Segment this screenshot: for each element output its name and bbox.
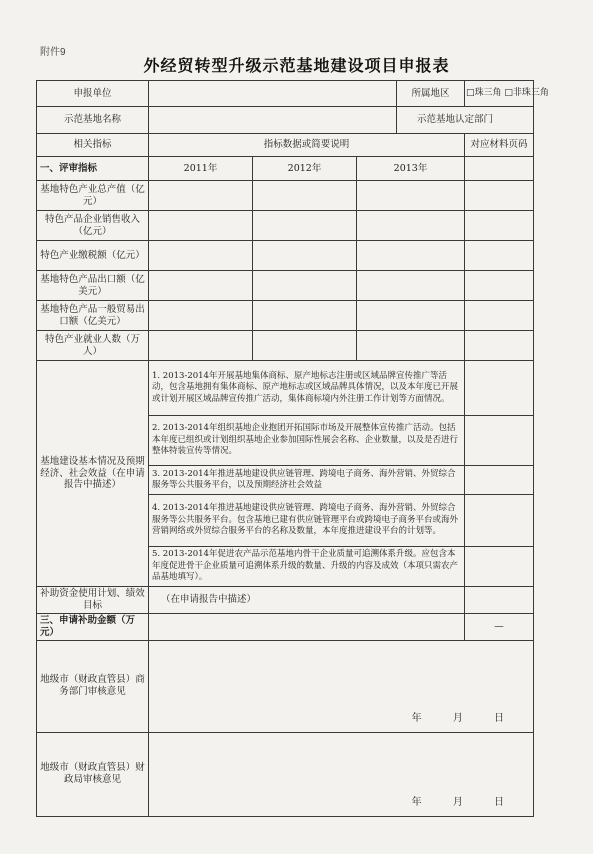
finance-opinion-label: 地级市（财政直管县）财政局审核意见 (37, 732, 149, 816)
application-form-table (36, 80, 549, 817)
row-metric (37, 211, 534, 241)
metric-2013-cell[interactable] (357, 271, 465, 301)
pages-cell[interactable] (465, 416, 534, 466)
pages-cell[interactable] (465, 361, 534, 416)
date-year: 年 (411, 713, 423, 725)
data-desc-label: 指标数据或简要说明 (149, 134, 465, 157)
year-2012: 2012年 (253, 157, 357, 181)
row-base-name (37, 107, 534, 134)
pages-cell[interactable] (465, 587, 534, 614)
metric-label: 基地特色产品出口额（亿美元） (37, 271, 149, 301)
pages-cell[interactable] (465, 301, 534, 331)
pages-cell[interactable] (465, 271, 534, 301)
metric-2011-cell[interactable] (149, 331, 253, 361)
dash-cell: — (465, 614, 534, 641)
metric-2012-cell[interactable] (253, 241, 357, 271)
metric-2012-cell[interactable] (253, 211, 357, 241)
date-day: 日 (494, 713, 506, 725)
metric-2011-cell[interactable] (149, 301, 253, 331)
annex-number: 附件9 (40, 47, 66, 58)
metric-2012-cell[interactable] (253, 301, 357, 331)
applicant-field[interactable] (149, 81, 397, 107)
date-year: 年 (411, 797, 423, 809)
amount-field[interactable] (149, 614, 465, 641)
row-section3 (37, 614, 534, 641)
metric-2011-cell[interactable] (149, 271, 253, 301)
base-name-field[interactable] (149, 107, 397, 134)
row-section1 (37, 157, 534, 181)
row-finance-opinion (37, 732, 534, 816)
metric-2012-cell[interactable] (253, 271, 357, 301)
metric-2011-cell[interactable] (149, 241, 253, 271)
pages-label: 对应材料页码 (465, 134, 534, 157)
metric-2012-cell[interactable] (253, 331, 357, 361)
metric-2013-cell[interactable] (357, 241, 465, 271)
section3-heading: 三、申请补助金额（万元） (37, 614, 149, 641)
metric-label: 特色产业就业人数（万人） (37, 331, 149, 361)
section1-heading: 一、评审指标 (37, 157, 149, 181)
row-metric (37, 241, 534, 271)
pages-cell[interactable] (465, 181, 534, 211)
metric-2011-cell[interactable] (149, 181, 253, 211)
finance-opinion-field[interactable] (149, 732, 534, 816)
row-fund-plan (37, 587, 534, 614)
metric-2013-cell[interactable] (357, 301, 465, 331)
form-title: 外经贸转型升级示范基地建设项目申报表 (143, 56, 450, 75)
metric-2011-cell[interactable] (149, 211, 253, 241)
row-basic-item (37, 361, 534, 416)
pages-cell[interactable] (465, 331, 534, 361)
applicant-label: 申报单位 (37, 81, 149, 107)
metric-label: 特色产品企业销售收入（亿元） (37, 211, 149, 241)
metric-label: 特色产业缴税额（亿元） (37, 241, 149, 271)
metric-label: 基地特色产业总产值（亿元） (37, 181, 149, 211)
pages-cell[interactable] (465, 466, 534, 495)
basic-item-text: 2. 2013-2014年组织基地企业抱团开拓国际市场及开展整体宣传推广活动。包括本年度已组织或计划组织基地企业参加国际性展会名称、企业数量，以及是否进行整体特装宣传等情况。 (149, 416, 465, 466)
fund-plan-label: 补助资金使用计划、绩效目标 (37, 587, 149, 614)
pages-cell[interactable] (465, 495, 534, 547)
pages-cell[interactable] (465, 241, 534, 271)
region-options[interactable] (465, 81, 549, 107)
row-applicant (37, 81, 534, 107)
region-label: 所属地区 (397, 81, 465, 107)
date-month: 月 (452, 713, 464, 725)
year-2013: 2013年 (357, 157, 465, 181)
commerce-date (386, 713, 505, 726)
row-metric (37, 271, 534, 301)
row-metric (37, 301, 534, 331)
commerce-opinion-label: 地级市（财政直管县）商务部门审核意见 (37, 640, 149, 732)
pages-cell[interactable] (465, 157, 534, 181)
pages-cell[interactable] (465, 547, 534, 587)
finance-date (386, 797, 505, 810)
basic-item-text: 1. 2013-2014年开展基地集体商标、原产地标志注册或区域品牌宣传推广等活动，包含基地拥有集体商标、原产地标志或区域品牌具体情况，以及本年度已开展或计划开展区域品牌宣传推广活动，集体商标境内外注册工作计划等方面情况。 (149, 361, 465, 416)
date-day: 日 (494, 797, 506, 809)
row-metric (37, 331, 534, 361)
basic-situation-label: 基地建设基本情况及预期经济、社会效益（在申请报告中描述） (37, 361, 149, 587)
date-month: 月 (452, 797, 464, 809)
region-option-non-prd[interactable]: □非珠三角 (504, 87, 549, 98)
commerce-opinion-field[interactable] (149, 640, 534, 732)
dept-label: 示范基地认定部门 (397, 107, 534, 134)
pages-cell[interactable] (465, 211, 534, 241)
indicators-label: 相关指标 (37, 134, 149, 157)
metric-2013-cell[interactable] (357, 211, 465, 241)
region-option-prd[interactable]: □珠三角 (466, 87, 502, 98)
basic-item-text: 5. 2013-2014年促进农产品示范基地内骨干企业质量可追溯体系升级。应包含本年度促进骨干企业质量可追溯体系升级的数量、升级的内容及成效（本项只需农产品基地填写）。 (149, 547, 465, 587)
fund-plan-note: （在申请报告中描述） (149, 587, 465, 614)
metric-2013-cell[interactable] (357, 181, 465, 211)
metric-2013-cell[interactable] (357, 331, 465, 361)
base-name-label: 示范基地名称 (37, 107, 149, 134)
metric-2012-cell[interactable] (253, 181, 357, 211)
row-commerce-opinion (37, 640, 534, 732)
row-metric (37, 181, 534, 211)
year-2011: 2011年 (149, 157, 253, 181)
row-indicators-header (37, 134, 534, 157)
basic-item-text: 3. 2013-2014年推进基地建设供应链管理、跨境电子商务、海外营销、外贸综合服务等公共服务平台，以及预期经济社会效益 (149, 466, 465, 495)
metric-label: 基地特色产品一般贸易出口额（亿美元） (37, 301, 149, 331)
basic-item-text: 4. 2013-2014年推进基地建设供应链管理、跨境电子商务、海外营销、外贸综合服务等公共服务平台。包含基地已建有供应链管理平台或跨境电子商务平台或海外营销网络或外贸综合服务平台的名称及数量，本年度推进建设平台的计划等。 (149, 495, 465, 547)
